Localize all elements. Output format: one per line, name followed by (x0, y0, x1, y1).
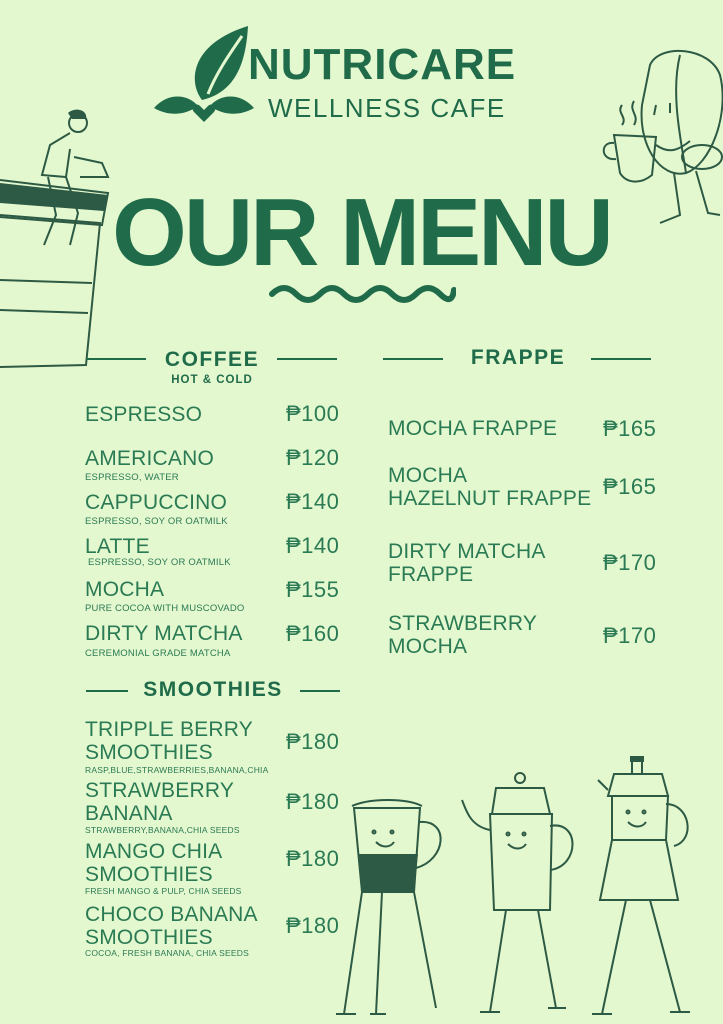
menu-item-price: ₱180 (286, 913, 340, 938)
divider (591, 358, 651, 360)
leaf-heart-icon (150, 22, 260, 126)
menu-item-name-line2: SMOOTHIES (85, 926, 213, 949)
menu-item-price: ₱165 (603, 416, 657, 441)
divider (300, 690, 340, 692)
page-title: OUR MENU (112, 179, 611, 286)
menu-item-desc: COCOA, FRESH BANANA, CHIA SEEDS (85, 948, 249, 958)
menu-item-name: AMERICANO (85, 447, 214, 470)
menu-item-name: DIRTY MATCHA (388, 540, 546, 563)
menu-item-name: MOCHA FRAPPE (388, 417, 558, 440)
menu-item-name-line2: HAZELNUT FRAPPE (388, 487, 592, 510)
menu-item-price: ₱120 (286, 445, 340, 470)
menu-item-name-line2: SMOOTHIES (85, 741, 213, 764)
section-heading-frappe: FRAPPE (470, 346, 566, 369)
menu-item-name-line2: SMOOTHIES (85, 863, 213, 886)
menu-item-name: MANGO CHIA (85, 840, 223, 863)
section-heading-coffee: COFFEE (164, 348, 260, 371)
section-heading-smoothies: SMOOTHIES (143, 678, 283, 701)
divider (86, 690, 128, 692)
menu-item-name: LATTE (85, 535, 150, 558)
brand-name: NUTRICARE (248, 40, 517, 89)
wave-divider (268, 280, 456, 304)
menu-item-price: ₱100 (286, 401, 340, 426)
menu-item-name-line2: FRAPPE (388, 563, 474, 586)
menu-item-price: ₱170 (603, 623, 657, 648)
menu-item-price: ₱165 (603, 474, 657, 499)
menu-item-desc: ESPRESSO, SOY OR OATMILK (85, 516, 228, 527)
menu-item-desc: RASP,BLUE,STRAWBERRIES,BANANA,CHIA (85, 765, 269, 775)
menu-item-price: ₱160 (286, 621, 340, 646)
menu-item-name: DIRTY MATCHA (85, 622, 243, 645)
menu-item-desc: FRESH MANGO & PULP, CHIA SEEDS (85, 886, 242, 896)
section-subheading-coffee: HOT & COLD (171, 374, 253, 386)
brand-tagline: WELLNESS CAFE (268, 93, 506, 123)
menu-item-name: TRIPPLE BERRY (85, 718, 253, 741)
menu-item-desc: PURE COCOA WITH MUSCOVADO (85, 603, 245, 614)
menu-item-name: ESPRESSO (85, 403, 203, 426)
divider (86, 358, 146, 360)
menu-item-name: STRAWBERRY (85, 779, 235, 802)
menu-item-name: MOCHA (85, 578, 165, 601)
menu-item-desc: CEREMONIAL GRADE MATCHA (85, 648, 231, 659)
menu-item-name: STRAWBERRY (388, 612, 538, 635)
walking-coffee-pots-illustration (330, 750, 710, 1024)
menu-item-name: CAPPUCCINO (85, 491, 228, 514)
menu-item-price: ₱180 (286, 789, 340, 814)
divider (383, 358, 443, 360)
menu-item-price: ₱155 (286, 577, 340, 602)
menu-item-desc: STRAWBERRY,BANANA,CHIA SEEDS (85, 825, 240, 835)
menu-item-price: ₱140 (286, 489, 340, 514)
menu-item-name-line2: MOCHA (388, 635, 468, 658)
menu-item-price: ₱180 (286, 846, 340, 871)
divider (277, 358, 337, 360)
menu-item-name-line2: BANANA (85, 802, 173, 825)
menu-item-name: MOCHA (388, 464, 468, 487)
menu-item-price: ₱170 (603, 550, 657, 575)
menu-item-name: CHOCO BANANA (85, 903, 258, 926)
menu-item-desc: ESPRESSO, WATER (85, 472, 179, 483)
menu-item-price: ₱140 (286, 533, 340, 558)
menu-item-desc: ESPRESSO, SOY OR OATMILK (88, 557, 231, 568)
menu-item-price: ₱180 (286, 729, 340, 754)
